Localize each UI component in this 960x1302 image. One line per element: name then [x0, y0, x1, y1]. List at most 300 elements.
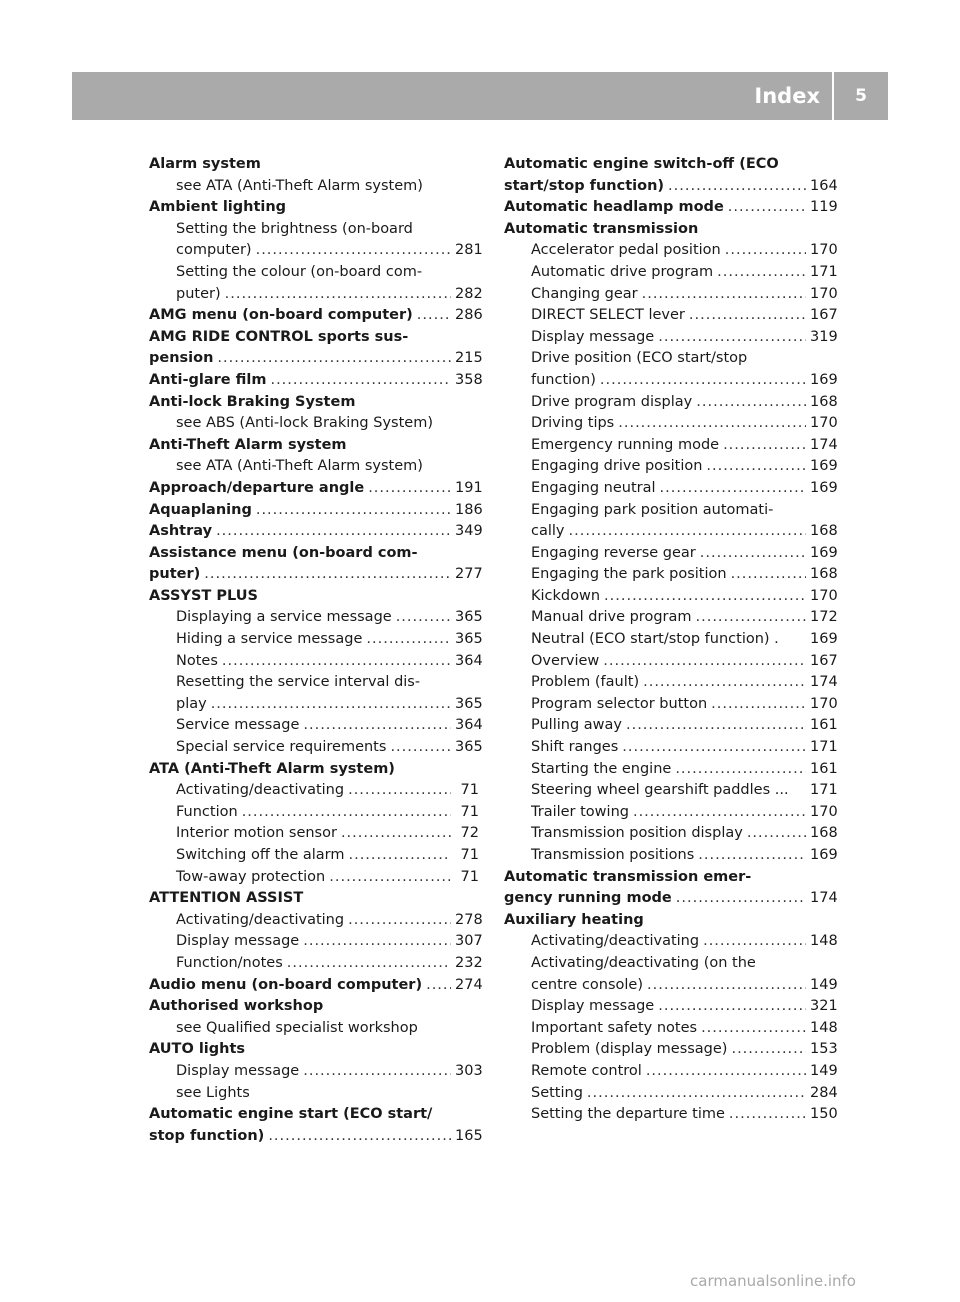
index-entry [149, 823, 479, 845]
index-entry [504, 715, 838, 737]
leader-dots [216, 521, 451, 543]
entry-text: Drive position (ECO start/stop [531, 350, 748, 367]
index-subterm-line [149, 651, 483, 673]
leader-dots [646, 1061, 806, 1083]
page-reference[interactable]: 349 [455, 523, 483, 540]
entry-text: Problem (display message) [531, 1041, 728, 1058]
page-reference[interactable]: 171 [810, 739, 838, 756]
index-subterm-line [504, 953, 834, 975]
page-reference[interactable]: 150 [810, 1106, 838, 1123]
page-reference[interactable]: 169 [810, 544, 838, 561]
index-subterm-line [504, 478, 838, 500]
index-entry [149, 996, 479, 1018]
leader-dots [303, 931, 451, 953]
index-term-line [149, 564, 483, 586]
index-entry [149, 1039, 479, 1061]
entry-text: Service message [176, 717, 300, 734]
page-reference[interactable]: 170 [810, 242, 838, 259]
index-entry [149, 1061, 483, 1083]
page-reference[interactable]: 71 [460, 803, 479, 820]
page-reference[interactable]: 364 [455, 652, 483, 669]
page-reference[interactable]: 161 [810, 717, 838, 734]
entry-text: see ATA (Anti-Theft Alarm system) [176, 177, 423, 194]
index-entry [504, 737, 838, 759]
index-entry [149, 392, 479, 414]
entry-text: Special service requirements [176, 739, 387, 756]
leader-dots [647, 975, 806, 997]
page-reference[interactable]: 71 [460, 782, 479, 799]
leader-dots [696, 392, 806, 414]
page-reference[interactable]: 170 [810, 695, 838, 712]
page-reference[interactable]: 365 [455, 739, 483, 756]
leader-dots [256, 500, 451, 522]
index-subterm-line [504, 435, 838, 457]
index-entry [504, 348, 838, 391]
entry-text: Hiding a service message [176, 631, 363, 648]
entry-text: see Lights [176, 1084, 250, 1101]
entry-text: Anti-Theft Alarm system [149, 436, 347, 453]
page-reference[interactable]: 286 [455, 307, 483, 324]
index-subterm-line [504, 586, 838, 608]
entry-text: Automatic transmission emer- [504, 868, 752, 885]
index-entry [504, 780, 838, 802]
index-entry [504, 154, 838, 197]
page-reference[interactable]: 168 [810, 523, 838, 540]
index-entry [149, 651, 483, 673]
index-subterm-line [149, 867, 479, 889]
page-reference[interactable]: 274 [455, 976, 483, 993]
index-term-line [149, 543, 479, 565]
index-term-line [149, 370, 483, 392]
page-reference[interactable]: 365 [455, 631, 483, 648]
index-entry [504, 305, 838, 327]
index-subterm-line [504, 737, 838, 759]
page-reference[interactable]: 170 [810, 415, 838, 432]
index-entry [504, 500, 838, 543]
page-reference[interactable]: 168 [810, 566, 838, 583]
index-entry [149, 521, 483, 543]
page-reference[interactable]: 169 [810, 631, 838, 648]
leader-dots [729, 1104, 806, 1126]
page-reference[interactable]: 71 [460, 868, 479, 885]
page-reference[interactable]: 168 [810, 825, 838, 842]
page-reference[interactable]: 365 [455, 695, 483, 712]
index-subterm-line [149, 176, 479, 198]
entry-text: Activating/deactivating [176, 782, 345, 799]
index-subterm-line [504, 392, 838, 414]
page-reference[interactable]: 71 [460, 847, 479, 863]
page-reference[interactable]: 164 [810, 177, 838, 194]
index-subterm-line [149, 413, 479, 435]
index-entry [149, 953, 483, 975]
index-term-line [149, 392, 479, 414]
index-entry [504, 564, 838, 586]
index-subterm-line [504, 348, 834, 370]
leader-dots [225, 284, 451, 306]
leader-dots [603, 651, 806, 673]
index-term-line [504, 154, 834, 176]
entry-text: AMG menu (on-board computer) [149, 307, 413, 324]
index-entry [149, 262, 483, 305]
index-term-line [149, 197, 479, 219]
leader-dots [303, 715, 451, 737]
index-subterm-line [149, 456, 479, 478]
index-term-line [504, 197, 838, 219]
index-subterm-line [504, 543, 838, 565]
entry-text: cally [531, 523, 565, 540]
index-entry [149, 500, 483, 522]
leader-dots [731, 564, 806, 586]
index-subterm-line [149, 240, 483, 262]
entry-text: Kickdown [531, 587, 601, 604]
index-subterm-line [504, 1039, 838, 1061]
page-reference[interactable]: 161 [810, 760, 838, 777]
index-subterm-line [149, 715, 483, 737]
index-entry [149, 176, 479, 198]
index-subterm-line [149, 219, 479, 241]
entry-text: Changing gear [531, 285, 638, 302]
index-entry [149, 737, 483, 759]
entry-text: Auxiliary heating [504, 911, 644, 928]
index-subterm-line [149, 802, 479, 824]
entry-text: Automatic transmission [504, 220, 699, 237]
index-entry [504, 543, 838, 565]
entry-text: Automatic engine start (ECO start/ [149, 1106, 433, 1123]
page-reference[interactable]: 167 [810, 307, 838, 324]
index-subterm-line [149, 910, 483, 932]
page-reference[interactable]: 186 [455, 501, 483, 518]
leader-dots [626, 715, 806, 737]
leader-dots [366, 629, 451, 651]
entry-text: Drive program display [531, 393, 693, 410]
index-subterm-line [149, 629, 483, 651]
entry-text: Displaying a service message [176, 609, 392, 626]
leader-dots [696, 607, 807, 629]
entry-text: stop function) [149, 1127, 265, 1144]
leader-dots [242, 802, 451, 824]
leader-dots [700, 543, 806, 565]
entry-text: Automatic engine switch-off (ECO [504, 156, 779, 172]
index-entry [504, 240, 838, 262]
index-subterm-line [504, 456, 838, 478]
index-term-line [149, 435, 479, 457]
index-entry [504, 262, 838, 284]
index-entry [504, 197, 838, 219]
page-reference[interactable]: 168 [810, 393, 838, 410]
entry-text: puter) [176, 285, 221, 302]
index-entry [149, 672, 483, 715]
index-entry [504, 586, 838, 608]
leader-dots [703, 931, 806, 953]
index-term-line [149, 975, 483, 997]
leader-dots [341, 823, 451, 845]
entry-text: Shift ranges [531, 739, 619, 756]
page-reference[interactable]: 277 [455, 566, 483, 583]
index-column-left [149, 154, 483, 1147]
leader-dots [658, 996, 806, 1018]
leader-dots [268, 1126, 451, 1148]
page-reference[interactable]: 278 [455, 911, 483, 928]
index-entry [149, 543, 483, 586]
index-entry [149, 1083, 479, 1105]
leader-dots [256, 240, 451, 262]
entry-text: ASSYST PLUS [149, 587, 258, 604]
index-entry [504, 327, 838, 349]
page-reference[interactable]: 284 [810, 1084, 838, 1101]
index-entry [149, 327, 483, 370]
leader-dots [303, 1061, 451, 1083]
entry-text: Anti-glare film [149, 371, 267, 388]
entry-text: Activating/deactivating [531, 933, 700, 950]
index-entry [504, 867, 838, 910]
leader-dots [217, 348, 451, 370]
index-subterm-line [504, 521, 838, 543]
leader-dots [587, 1083, 806, 1105]
page-reference[interactable]: 169 [810, 458, 838, 475]
page-reference[interactable]: 232 [455, 954, 483, 971]
index-term-line [149, 327, 479, 349]
entry-text: Driving tips [531, 415, 615, 432]
index-term-line [504, 219, 834, 241]
entry-text: Manual drive program [531, 609, 692, 626]
index-term-line [149, 478, 483, 500]
page-reference[interactable]: 170 [810, 803, 838, 820]
entry-text: Activating/deactivating [176, 911, 345, 928]
entry-text: Problem (fault) [531, 674, 640, 691]
index-term-line [504, 910, 834, 932]
leader-dots [329, 867, 451, 889]
page-reference[interactable]: 119 [810, 199, 838, 216]
entry-text: Automatic drive program [531, 263, 714, 280]
page-number: 5 [855, 86, 867, 106]
index-entry [149, 435, 479, 457]
leader-dots [660, 478, 806, 500]
leader-dots [701, 1018, 806, 1040]
entry-text: centre console) [531, 976, 644, 993]
index-entry [149, 715, 483, 737]
watermark: carmanualsonline.info [690, 1272, 856, 1290]
entry-text: Alarm system [149, 156, 261, 172]
index-entry [149, 607, 483, 629]
page-reference[interactable]: 364 [455, 717, 483, 734]
page-reference[interactable]: 171 [810, 782, 838, 799]
index-entry [149, 867, 479, 889]
page-reference[interactable]: 169 [810, 847, 838, 863]
index-subterm-line [504, 802, 838, 824]
index-entry [504, 759, 838, 781]
index-entry [149, 975, 483, 997]
entry-text: Anti-lock Braking System [149, 393, 356, 410]
page-reference[interactable]: 307 [455, 933, 483, 950]
index-subterm-line [149, 1083, 479, 1105]
page-reference[interactable]: 165 [455, 1127, 483, 1144]
index-term-line [149, 305, 483, 327]
entry-text: Engaging park position automati- [531, 501, 774, 518]
entry-text: Program selector button [531, 695, 708, 712]
entry-text: Interior motion sensor [176, 825, 337, 842]
entry-text: Function/notes [176, 954, 283, 971]
index-term-line [504, 176, 838, 198]
page-reference[interactable]: 358 [455, 371, 483, 388]
entry-text: Resetting the service interval dis- [176, 674, 421, 691]
page-reference[interactable]: 169 [810, 479, 838, 496]
index-entry [149, 629, 483, 651]
entry-text: Engaging neutral [531, 479, 656, 496]
index-subterm-line [504, 996, 838, 1018]
index-entry [149, 780, 479, 802]
leader-dots [417, 305, 451, 327]
index-term-line [149, 759, 479, 781]
entry-text: Starting the engine [531, 760, 672, 777]
index-term-line [149, 1126, 483, 1148]
leader-dots [698, 845, 806, 867]
index-entry [504, 629, 838, 651]
index-subterm-line [504, 975, 838, 997]
index-entry [504, 607, 838, 629]
page-reference[interactable]: 169 [810, 371, 838, 388]
index-entry [149, 1018, 479, 1040]
index-entry [149, 1104, 483, 1147]
entry-text: Switching off the alarm [176, 847, 345, 863]
entry-text: play [176, 695, 207, 712]
entry-text: Setting [531, 1084, 583, 1101]
leader-dots [618, 413, 806, 435]
index-subterm-line [504, 715, 838, 737]
index-subterm-line [504, 370, 838, 392]
leader-dots [348, 845, 451, 867]
index-entry [504, 413, 838, 435]
page-reference[interactable]: 174 [810, 436, 838, 453]
page-reference[interactable]: 148 [810, 1019, 838, 1036]
page-reference[interactable]: 170 [810, 587, 838, 604]
entry-text: Setting the departure time [531, 1106, 725, 1123]
leader-dots [643, 672, 806, 694]
index-subterm-line [149, 780, 479, 802]
page-reference[interactable]: 215 [455, 350, 483, 367]
entry-text: see ATA (Anti-Theft Alarm system) [176, 458, 423, 475]
leader-dots [689, 305, 806, 327]
leader-dots [348, 780, 451, 802]
index-subterm-line [149, 953, 483, 975]
index-subterm-line [504, 1018, 838, 1040]
index-subterm-line [504, 759, 838, 781]
leader-dots [711, 694, 806, 716]
page-reference[interactable]: 303 [455, 1062, 483, 1079]
index-term-line [149, 888, 479, 910]
leader-dots [633, 802, 806, 824]
page-reference[interactable]: 167 [810, 652, 838, 669]
index-subterm-line [149, 694, 483, 716]
index-entry [504, 1018, 838, 1040]
index-subterm-line [149, 1061, 483, 1083]
entry-text: Audio menu (on-board computer) [149, 976, 423, 993]
page-reference[interactable]: 191 [455, 479, 483, 496]
leader-dots [706, 456, 806, 478]
page-reference[interactable]: 72 [460, 825, 479, 842]
leader-dots [642, 284, 806, 306]
entry-text: Transmission positions [531, 847, 695, 863]
entry-text: Automatic headlamp mode [504, 199, 724, 216]
index-subterm-line [149, 1018, 479, 1040]
index-entry [504, 845, 838, 867]
page-reference[interactable]: 171 [810, 263, 838, 280]
index-subterm-line [504, 413, 838, 435]
page-reference[interactable]: 282 [455, 285, 483, 302]
index-subterm-line [504, 629, 838, 651]
leader-dots [668, 176, 806, 198]
index-term-line [149, 500, 483, 522]
entry-text: ATA (Anti-Theft Alarm system) [149, 760, 395, 777]
page-reference[interactable]: 319 [810, 328, 838, 345]
index-entry [149, 759, 479, 781]
entry-text: Display message [531, 998, 655, 1015]
index-term-line [149, 154, 479, 176]
entry-text: Pulling away [531, 717, 622, 734]
entry-text: gency running mode [504, 890, 672, 907]
page-reference[interactable]: 321 [810, 998, 838, 1015]
entry-text: Neutral (ECO start/stop function) . [531, 631, 779, 648]
index-term-line [149, 996, 479, 1018]
entry-text: Setting the colour (on-board com- [176, 263, 423, 280]
index-entry [149, 910, 483, 932]
index-entry [504, 1104, 838, 1126]
page-reference[interactable]: 153 [810, 1041, 838, 1058]
entry-text: puter) [149, 566, 201, 583]
index-entry [504, 931, 838, 953]
entry-text: Important safety notes [531, 1019, 698, 1036]
leader-dots [426, 975, 451, 997]
page-reference[interactable]: 174 [810, 890, 838, 907]
index-entry [504, 651, 838, 673]
page-reference[interactable]: 149 [810, 1062, 838, 1079]
index-entry [504, 1061, 838, 1083]
page-reference[interactable]: 281 [455, 242, 483, 259]
page-reference[interactable]: 174 [810, 674, 838, 691]
index-subterm-line [504, 651, 838, 673]
index-entry [504, 802, 838, 824]
entry-text: Steering wheel gearshift paddles ... [531, 782, 789, 799]
leader-dots [222, 651, 451, 673]
index-term-line [504, 888, 838, 910]
index-term-line [149, 1039, 479, 1061]
page-reference[interactable]: 149 [810, 976, 838, 993]
leader-dots [600, 370, 806, 392]
index-entry [149, 931, 483, 953]
index-subterm-line [149, 737, 483, 759]
index-entry [504, 478, 838, 500]
entry-text: function) [531, 371, 596, 388]
index-entry [149, 845, 479, 867]
index-column-right [504, 154, 838, 1126]
page-reference[interactable]: 365 [455, 609, 483, 626]
entry-text: Assistance menu (on-board com- [149, 544, 418, 561]
index-entry [504, 823, 838, 845]
index-term-line [149, 586, 479, 608]
page-reference[interactable]: 148 [810, 933, 838, 950]
entry-text: Authorised workshop [149, 998, 324, 1015]
index-subterm-line [504, 564, 838, 586]
index-subterm-line [149, 607, 483, 629]
index-entry [504, 1039, 838, 1061]
index-entry [149, 413, 479, 435]
page-reference[interactable]: 172 [810, 609, 838, 626]
entry-text: Transmission position display [531, 825, 743, 842]
index-subterm-line [504, 780, 838, 802]
entry-text: Overview [531, 652, 600, 669]
page-reference[interactable]: 170 [810, 285, 838, 302]
index-entry [149, 478, 483, 500]
index-subterm-line [504, 823, 838, 845]
